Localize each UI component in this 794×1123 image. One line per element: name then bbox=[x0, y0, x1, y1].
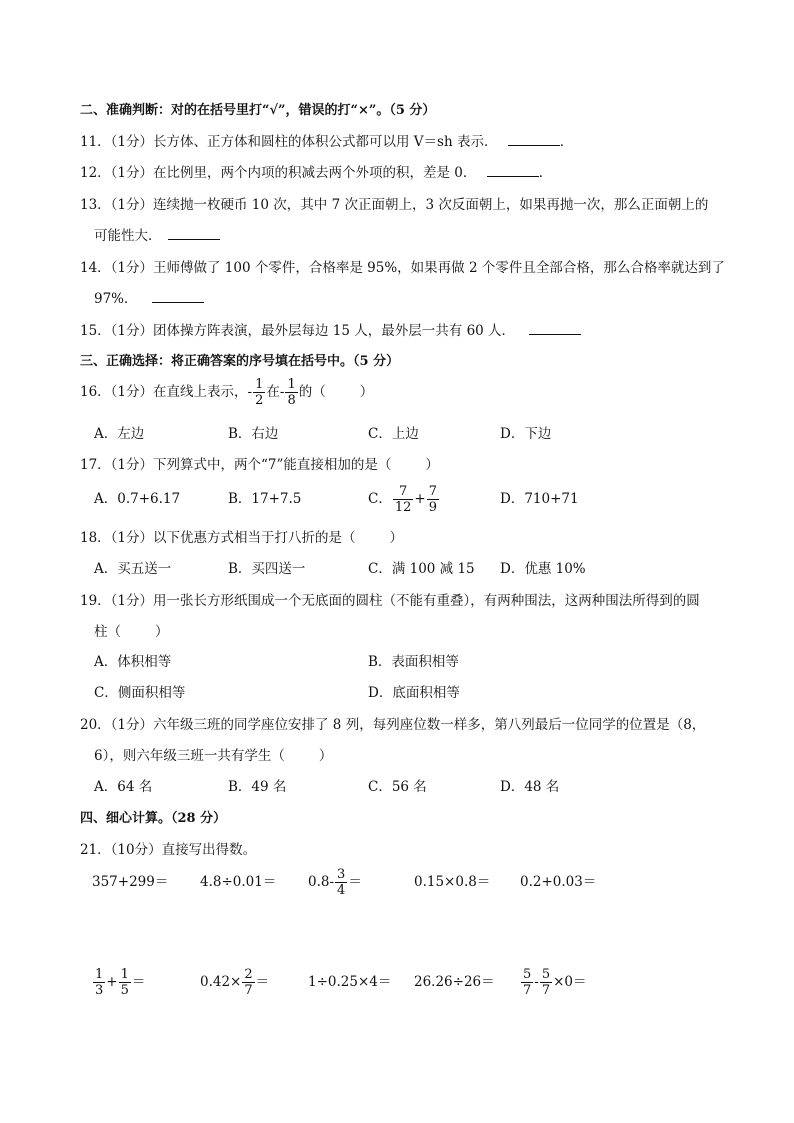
q16-mid: 在 bbox=[266, 384, 280, 400]
calc-r2-c5 bbox=[520, 966, 587, 998]
calc-r2-c5-op: - bbox=[534, 974, 539, 990]
calc-r1-c1: 357+299＝ bbox=[92, 874, 169, 890]
q17-option-a[interactable]: A．0.7+6.17 bbox=[94, 491, 181, 507]
q18-text: 18．（1分）以下优惠方式相当于打八折的是（ bbox=[80, 530, 356, 546]
q17-close: ） bbox=[425, 457, 439, 473]
calc-r2-c1-n1: 1 bbox=[95, 967, 104, 982]
q17-text: 17．（1分）下列算式中，两个“7”能直接相加的是（ bbox=[80, 457, 392, 473]
calc-r2-c5-post: ×0＝ bbox=[553, 974, 587, 990]
q11-answer-blank[interactable] bbox=[508, 133, 560, 146]
q18-option-d[interactable]: D．优惠 10% bbox=[500, 561, 586, 577]
calc-r2-c2 bbox=[200, 966, 269, 998]
q18-option-c[interactable]: C．满 100 减 15 bbox=[368, 561, 475, 577]
q16-option-d[interactable]: D．下边 bbox=[500, 426, 552, 442]
q20-option-d[interactable]: D．48 名 bbox=[500, 779, 560, 795]
calc-r1-c5: 0.2+0.03＝ bbox=[520, 874, 597, 890]
q11-text: 11．（1分）长方体、正方体和圆柱的体积公式都可以用 V＝sh 表示． bbox=[80, 134, 498, 150]
question-13-line1: 13．（1分）连续抛一枚硬币 10 次，其中 7 次正面朝上，3 次反面朝上，如果再抛一次，那么正面朝上的 bbox=[80, 197, 709, 213]
calc-r1-c3-pre: 0.8- bbox=[308, 874, 335, 890]
q17-option-c[interactable] bbox=[368, 483, 440, 515]
q18-option-a[interactable]: A．买五送一 bbox=[94, 561, 172, 577]
q17-c-f1-denominator: 12 bbox=[394, 500, 412, 515]
q17-c-f1-numerator: 7 bbox=[393, 484, 414, 500]
q16-post: 的（ bbox=[298, 384, 326, 400]
q13-answer-blank[interactable] bbox=[168, 227, 220, 240]
q18-close: ） bbox=[389, 530, 404, 546]
question-16 bbox=[80, 377, 373, 408]
calc-r2-c1-post: ＝ bbox=[131, 974, 146, 990]
section-2-title: 二、准确判断：对的在括号里打“√”，错误的打“×”。（5 分） bbox=[80, 103, 436, 118]
question-13-line2 bbox=[94, 227, 220, 245]
q19-close: ） bbox=[155, 624, 169, 640]
q12-end: ． bbox=[538, 165, 553, 181]
calc-r1-c4: 0.15×0.8＝ bbox=[414, 874, 491, 890]
q16-option-b[interactable]: B．右边 bbox=[228, 426, 279, 442]
q17-c-label: C． bbox=[368, 491, 392, 507]
q17-c-plus: + bbox=[414, 491, 426, 507]
calc-r2-c1-op: + bbox=[106, 974, 118, 990]
calc-r2-c4: 26.26÷26＝ bbox=[414, 974, 495, 990]
q17-c-f2-denominator: 9 bbox=[428, 500, 437, 515]
q17-c-fraction-2 bbox=[427, 484, 439, 515]
calc-r2-c2-numerator: 2 bbox=[244, 967, 253, 982]
calc-r1-c3 bbox=[308, 866, 362, 898]
section-4-title: 四、细心计算。（28 分） bbox=[80, 811, 227, 826]
q15-text: 15．（1分）团体操方阵表演，最外层每边 15 人，最外层一共有 60 人． bbox=[80, 323, 516, 339]
q20-option-c[interactable]: C．56 名 bbox=[368, 779, 427, 795]
q15-answer-blank[interactable] bbox=[529, 322, 581, 335]
question-20-line2 bbox=[94, 747, 332, 765]
calc-r2-c1-d1: 3 bbox=[95, 983, 104, 998]
calc-r2-c2-pre: 0.42× bbox=[200, 974, 242, 990]
q19-option-a[interactable]: A．体积相等 bbox=[94, 654, 172, 670]
q19-option-b[interactable]: B．表面积相等 bbox=[368, 654, 459, 670]
q17-option-d[interactable]: D．710+71 bbox=[500, 491, 579, 507]
question-21: 21．（10分）直接写出得数。 bbox=[80, 842, 257, 858]
question-14-line2 bbox=[94, 290, 204, 308]
calc-r2-c2-post: ＝ bbox=[255, 974, 270, 990]
q17-c-fraction-1 bbox=[393, 484, 414, 515]
q19-option-c[interactable]: C．侧面积相等 bbox=[94, 685, 186, 701]
q16-option-a[interactable]: A．左边 bbox=[94, 426, 145, 442]
calc-r2-c1-fraction-2 bbox=[119, 967, 131, 998]
q16-minus: - bbox=[247, 384, 253, 400]
calc-r2-c1 bbox=[92, 966, 145, 998]
question-15 bbox=[80, 322, 581, 340]
question-19-line1: 19．（1分）用一张长方形纸围成一个无底面的圆柱（不能有重叠），有两种围法，这两种围法所得到的圆 bbox=[80, 593, 700, 609]
q16-pre: 16．（1分）在直线上表示， bbox=[80, 384, 248, 400]
calc-r1-c3-fraction bbox=[335, 867, 347, 898]
q16-fraction-2 bbox=[285, 377, 297, 408]
q14-line2-text: 97%． bbox=[94, 291, 138, 307]
calc-r2-c5-d1: 7 bbox=[523, 983, 532, 998]
calc-r1-c2: 4.8÷0.01＝ bbox=[200, 874, 277, 890]
question-17 bbox=[80, 456, 439, 474]
q12-answer-blank[interactable] bbox=[487, 164, 539, 177]
calc-r2-c2-denominator: 7 bbox=[244, 983, 253, 998]
q16-f1-numerator: 1 bbox=[255, 377, 264, 392]
calc-r2-c2-fraction bbox=[242, 967, 254, 998]
q16-fraction-1 bbox=[253, 377, 265, 408]
calc-r2-c5-n2: 5 bbox=[541, 967, 551, 982]
question-20-line1: 20．（1分）六年级三班的同学座位安排了 8 列，每列座位数一样多，第八列最后一位同学的位置是（8， bbox=[80, 717, 706, 733]
question-19-line2 bbox=[94, 623, 169, 641]
question-18 bbox=[80, 529, 403, 547]
calc-r2-c1-d2: 5 bbox=[120, 983, 129, 998]
q11-end: ． bbox=[559, 134, 574, 150]
q16-minus-2: - bbox=[279, 384, 285, 400]
q16-option-c[interactable]: C．上边 bbox=[368, 426, 419, 442]
q14-answer-blank[interactable] bbox=[152, 290, 204, 303]
section-3-title: 三、正确选择：将正确答案的序号填在括号中。（5 分） bbox=[80, 354, 400, 369]
q17-option-b[interactable]: B．17+7.5 bbox=[228, 491, 302, 507]
q20-line2-text: 6），则六年级三班一共有学生（ bbox=[94, 748, 285, 764]
q13-line2-text: 可能性大． bbox=[94, 228, 162, 244]
calc-r2-c1-fraction-1 bbox=[93, 967, 105, 998]
calc-r1-c3-numerator: 3 bbox=[337, 867, 346, 882]
calc-r2-c5-fraction-1 bbox=[521, 967, 533, 998]
question-11 bbox=[80, 133, 573, 151]
q20-option-b[interactable]: B．49 名 bbox=[228, 779, 287, 795]
q20-option-a[interactable]: A．64 名 bbox=[94, 779, 153, 795]
q19-line2-text: 柱（ bbox=[94, 624, 121, 640]
calc-r2-c5-d2: 7 bbox=[541, 983, 551, 998]
q20-close: ） bbox=[318, 748, 333, 764]
q16-f2-numerator: 1 bbox=[287, 377, 296, 392]
q17-c-f2-numerator: 7 bbox=[428, 484, 437, 499]
q12-text: 12．（1分）在比例里，两个内项的积减去两个外项的积，差是 0． bbox=[80, 165, 477, 181]
calc-r2-c3: 1÷0.25×4＝ bbox=[308, 974, 392, 990]
calc-r1-c3-denominator: 4 bbox=[337, 883, 346, 898]
q16-close: ） bbox=[359, 384, 374, 400]
calc-r1-c3-post: ＝ bbox=[348, 874, 362, 890]
question-12 bbox=[80, 164, 552, 182]
q16-f1-denominator: 2 bbox=[255, 393, 264, 408]
calc-r2-c1-n2: 1 bbox=[120, 967, 129, 982]
calc-r2-c5-fraction-2 bbox=[540, 967, 552, 998]
q18-option-b[interactable]: B．买四送一 bbox=[228, 561, 306, 577]
calc-r2-c5-n1: 5 bbox=[523, 967, 532, 982]
q16-f2-denominator: 8 bbox=[287, 393, 296, 408]
q19-option-d[interactable]: D．底面积相等 bbox=[368, 685, 460, 701]
question-14-line1: 14．（1分）王师傅做了 100 个零件，合格率是 95%，如果再做 2 个零件且全部合格，那么合格率就达到了 bbox=[80, 260, 725, 276]
